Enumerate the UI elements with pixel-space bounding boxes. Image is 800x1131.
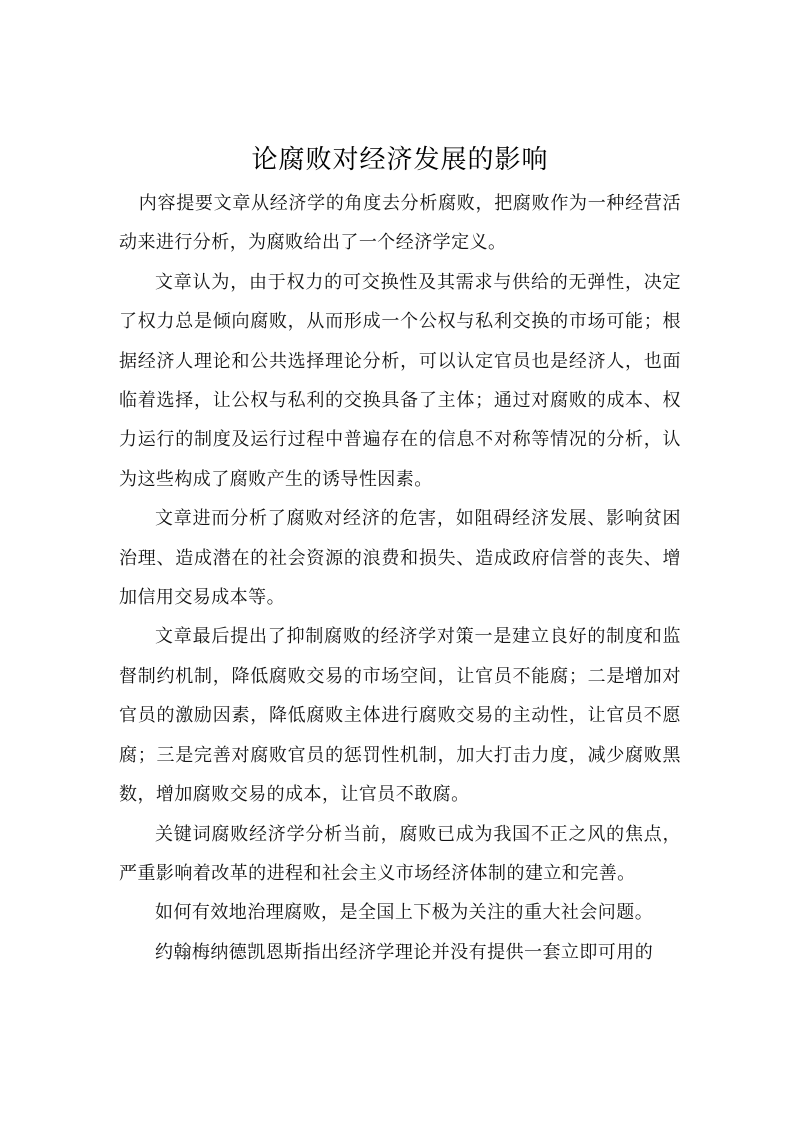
paragraph-keynes: 约翰梅纳德凯恩斯指出经济学理论并没有提供一套立即可用的	[155, 941, 654, 963]
document-body	[119, 184, 681, 972]
document-title: 论腐败对经济发展的影响	[251, 145, 549, 175]
paragraph-view: 文章认为，由于权力的可交换性及其需求与供给的无弹性，决定了权力总是倾向腐败，从而形成一个公权与私利交换的市场可能；根据经济人理论和公共选择理论分析，可以认定官员也是经济人，也面临着选择，让公权与私利的交换具备了主体；通过对腐败的成本、权力运行的制度及运行过程中普遍存在的信息不对称等情况的分析，认为这些构成了腐败产生的诱导性因素。	[119, 271, 681, 490]
paragraph-harm: 文章进而分析了腐败对经济的危害，如阻碍经济发展、影响贫困治理、造成潜在的社会资源的浪费和损失、造成政府信誉的丧失、增加信用交易成本等。	[119, 508, 681, 609]
paragraph-governance: 如何有效地治理腐败，是全国上下极为关注的重大社会问题。	[155, 902, 654, 924]
paragraph-abstract: 内容提要文章从经济学的角度去分析腐败，把腐败作为一种经营活动来进行分析，为腐败给出了一个经济学定义。	[119, 193, 681, 254]
paragraph-countermeasures: 文章最后提出了抑制腐败的经济学对策一是建立良好的制度和监督制约机制，降低腐败交易的市场空间，让官员不能腐；二是增加对官员的激励因素，降低腐败主体进行腐败交易的主动性，让官员不愿腐；三是完善对腐败官员的惩罚性机制，加大打击力度，减少腐败黑数，增加腐败交易的成本，让官员不敢腐。	[119, 626, 681, 806]
paragraph-keywords: 关键词腐败经济学分析当前，腐败已成为我国不正之风的焦点，严重影响着改革的进程和社会主义市场经济体制的建立和完善。	[119, 823, 681, 884]
